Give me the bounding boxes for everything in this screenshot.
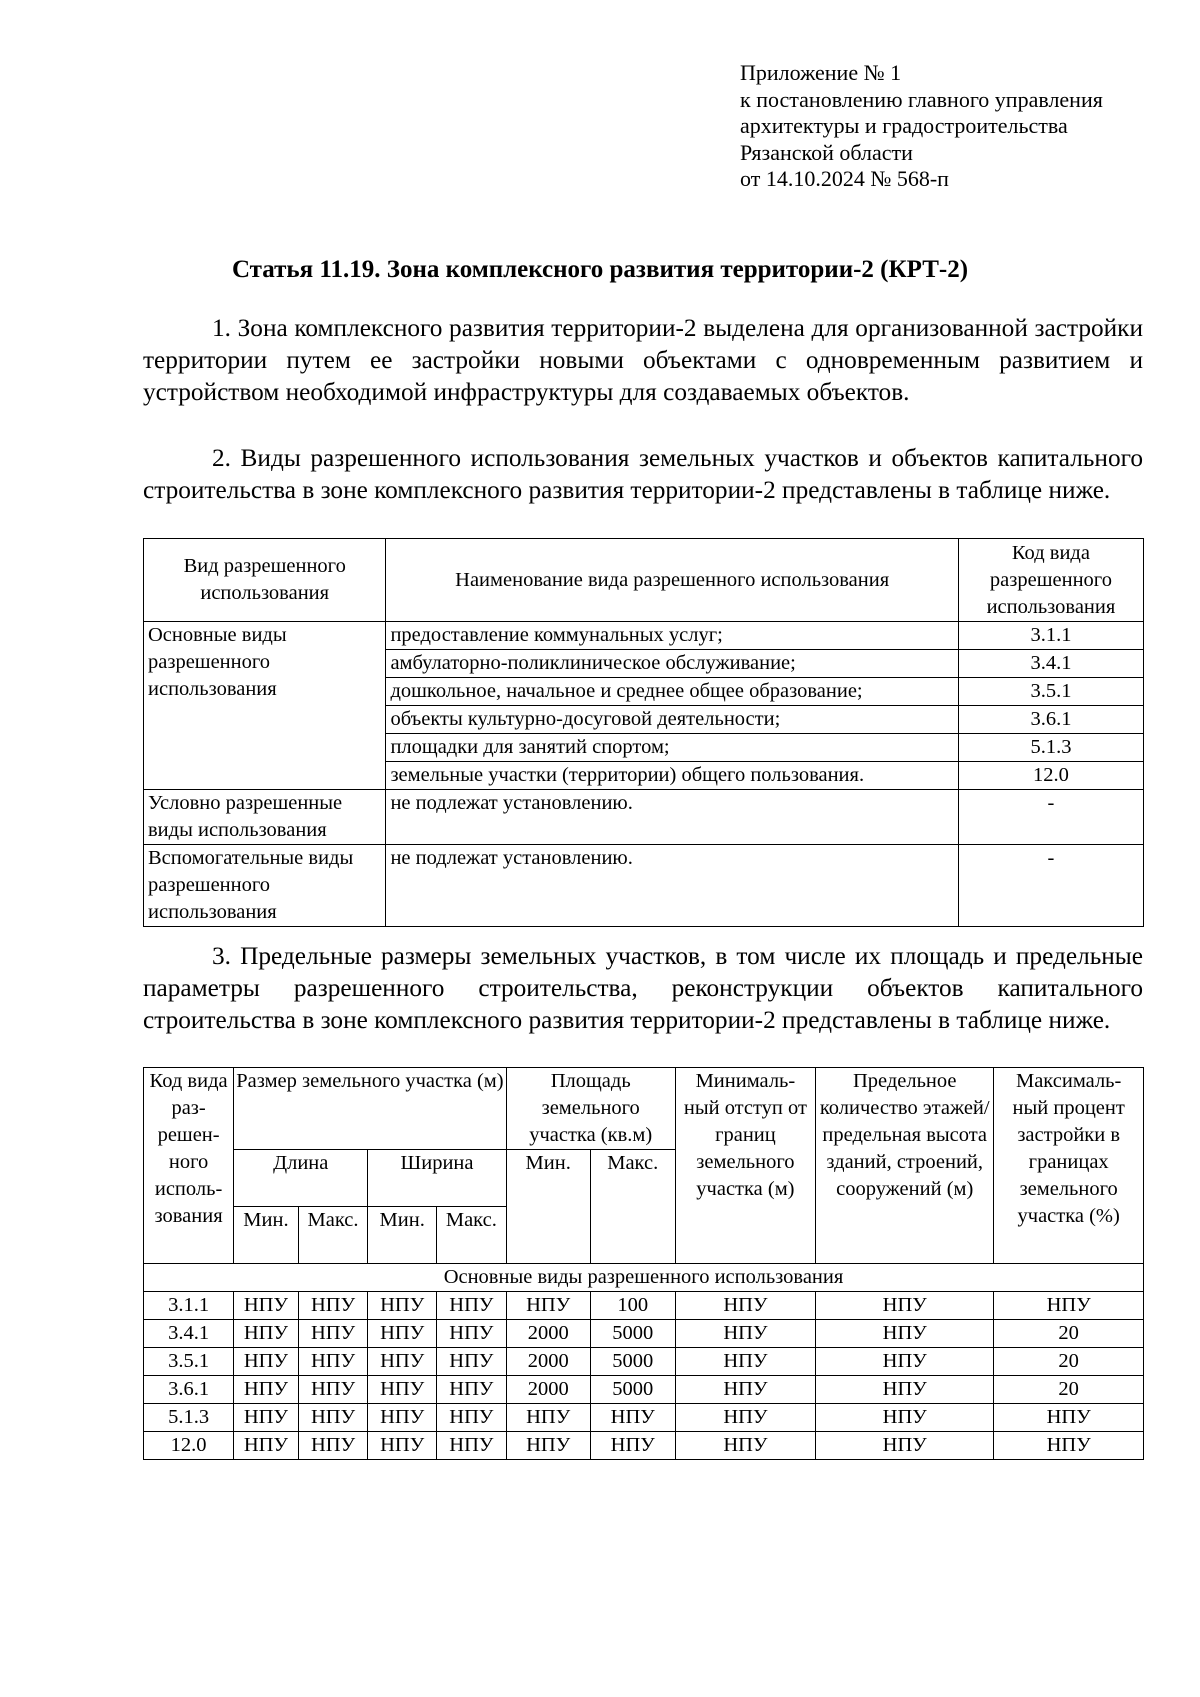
header-width: Ширина (368, 1150, 506, 1207)
table-cell: НПУ (590, 1404, 675, 1432)
table-cell: НПУ (298, 1376, 368, 1404)
table-cell: НПУ (368, 1432, 437, 1460)
table-cell: 5000 (590, 1348, 675, 1376)
use-name-cell: амбулаторно-поликлиническое обслуживание; (386, 650, 958, 678)
use-name-cell: предоставление коммунальных услуг; (386, 622, 958, 650)
parameters-table (143, 1067, 1144, 1460)
table-cell: НПУ (506, 1292, 590, 1320)
table-cell: НПУ (675, 1320, 815, 1348)
table-row (144, 1292, 1144, 1320)
use-code-cell: 3.1.1 (958, 622, 1143, 650)
table-cell: НПУ (675, 1404, 815, 1432)
header-use-name: Наименование вида разрешенного использования (386, 539, 958, 622)
header-area-max: Макс. (590, 1150, 675, 1264)
table-row (144, 1320, 1144, 1348)
use-code-cell: 3.6.1 (958, 706, 1143, 734)
table-cell: НПУ (994, 1292, 1144, 1320)
table-cell: НПУ (437, 1292, 507, 1320)
table-cell: НПУ (816, 1348, 994, 1376)
use-name-cell: площадки для занятий спортом; (386, 734, 958, 762)
header-size: Размер земельного участка (м) (234, 1068, 507, 1150)
section-title: Основные виды разрешенного использования (144, 1264, 1144, 1292)
table-cell: НПУ (298, 1404, 368, 1432)
table-cell: НПУ (816, 1376, 994, 1404)
table-cell: 5000 (590, 1376, 675, 1404)
table-header-row (144, 539, 1144, 622)
use-name-cell: не подлежат установлению. (386, 845, 958, 927)
header-length-max: Макс. (298, 1207, 368, 1264)
paragraph-text: 3. Предельные размеры земельных участков, в том числе их площадь и предельные параметры разрешенного строительства, реконструкции объектов капитального строительства в зоне комплексного развития территории-2 представлены в таблице ниже. (143, 942, 1143, 1034)
table-cell: 100 (590, 1292, 675, 1320)
table-cell: НПУ (437, 1320, 507, 1348)
table-cell: НПУ (234, 1404, 299, 1432)
table-cell: 20 (994, 1320, 1144, 1348)
table-cell: НПУ (298, 1432, 368, 1460)
appendix-line: от 14.10.2024 № 568-п (740, 166, 949, 191)
table-cell: НПУ (675, 1432, 815, 1460)
table-cell: НПУ (506, 1432, 590, 1460)
table-cell: НПУ (994, 1404, 1144, 1432)
table-cell: 2000 (506, 1348, 590, 1376)
table-cell: 3.5.1 (144, 1348, 234, 1376)
table-cell: НПУ (816, 1404, 994, 1432)
group-type-cell: Условно разрешенные виды использования (144, 790, 386, 845)
appendix-line: Приложение № 1 (740, 60, 902, 85)
use-name-cell: объекты культурно-досуговой деятельности; (386, 706, 958, 734)
table-row (144, 790, 1144, 845)
table-cell: НПУ (816, 1292, 994, 1320)
table-cell: НПУ (234, 1432, 299, 1460)
header-area: Площадь земельного участка (кв.м) (506, 1068, 675, 1150)
table-cell: НПУ (234, 1292, 299, 1320)
appendix-block (740, 60, 1103, 193)
header-use-type: Вид разрешенного использования (144, 539, 386, 622)
use-name-cell: не подлежат установлению. (386, 790, 958, 845)
header-area-min: Мин. (506, 1150, 590, 1264)
table-header-row (144, 1068, 1144, 1150)
header-code: Код вида раз- решен- ного исполь- зования (144, 1068, 234, 1264)
appendix-line: к постановлению главного управления (740, 86, 1103, 112)
header-length-min: Мин. (234, 1207, 299, 1264)
table-cell: 20 (994, 1348, 1144, 1376)
table-cell: НПУ (298, 1348, 368, 1376)
table-row (144, 845, 1144, 927)
use-code-cell: 12.0 (958, 762, 1143, 790)
use-code-cell: - (958, 790, 1143, 845)
table-cell: 5000 (590, 1320, 675, 1348)
paragraph-1 (143, 312, 1143, 408)
table-cell: 2000 (506, 1376, 590, 1404)
header-length: Длина (234, 1150, 368, 1207)
header-percent: Максималь- ный процент застройки в границах земельного участка (%) (994, 1068, 1144, 1264)
table-cell: 3.4.1 (144, 1320, 234, 1348)
table-cell: НПУ (675, 1376, 815, 1404)
paragraph-text: 1. Зона комплексного развития территории-2 выделена для организованной застройки территории путем ее застройки новыми объектами с одновременным развитием и устройством необходимой инфраструктуры для создаваемых объектов. (143, 314, 1143, 406)
table-cell: НПУ (437, 1376, 507, 1404)
use-code-cell: 5.1.3 (958, 734, 1143, 762)
table-cell: НПУ (368, 1404, 437, 1432)
table-cell: 12.0 (144, 1432, 234, 1460)
use-name-cell: земельные участки (территории) общего пользования. (386, 762, 958, 790)
paragraph-text: 2. Виды разрешенного использования земельных участков и объектов капитального строительства в зоне комплексного развития территории-2 представлены в таблице ниже. (143, 444, 1143, 504)
table-row (144, 1376, 1144, 1404)
header-width-max: Макс. (437, 1207, 507, 1264)
section-row (144, 1264, 1144, 1292)
header-use-code: Код вида разрешенного использования (958, 539, 1143, 622)
header-width-min: Мин. (368, 1207, 437, 1264)
article-title: Статья 11.19. Зона комплексного развития территории-2 (КРТ-2) (231, 256, 969, 283)
table-cell: НПУ (298, 1292, 368, 1320)
table-cell: 2000 (506, 1320, 590, 1348)
appendix-line: Рязанской области (740, 139, 913, 165)
group-type-cell: Вспомогательные виды разрешенного использования (144, 845, 386, 927)
table-cell: НПУ (675, 1348, 815, 1376)
table-cell: НПУ (368, 1348, 437, 1376)
permitted-use-table (143, 538, 1144, 927)
table-cell: НПУ (506, 1404, 590, 1432)
table-cell: НПУ (675, 1292, 815, 1320)
use-name-cell: дошкольное, начальное и среднее общее образование; (386, 678, 958, 706)
table-cell: НПУ (368, 1292, 437, 1320)
table-row (144, 1404, 1144, 1432)
table-cell: НПУ (234, 1348, 299, 1376)
table-cell: 20 (994, 1376, 1144, 1404)
table-cell: НПУ (234, 1320, 299, 1348)
paragraph-3 (143, 940, 1143, 1036)
use-code-cell: - (958, 845, 1143, 927)
appendix-line: архитектуры и градостроительства (740, 113, 1068, 138)
table-cell: НПУ (368, 1320, 437, 1348)
table-cell: НПУ (437, 1348, 507, 1376)
table-cell: НПУ (368, 1376, 437, 1404)
paragraph-2 (143, 442, 1143, 506)
group-type-cell: Основные виды разрешенного использования (144, 622, 386, 790)
table-cell: НПУ (590, 1432, 675, 1460)
table-cell: НПУ (437, 1404, 507, 1432)
table-cell: 3.6.1 (144, 1376, 234, 1404)
table-cell: 5.1.3 (144, 1404, 234, 1432)
table-row (144, 622, 1144, 650)
table-cell: НПУ (816, 1320, 994, 1348)
table-cell: НПУ (816, 1432, 994, 1460)
table-cell: 3.1.1 (144, 1292, 234, 1320)
table-row (144, 1348, 1144, 1376)
table-cell: НПУ (994, 1432, 1144, 1460)
table-row (144, 1432, 1144, 1460)
table-cell: НПУ (437, 1432, 507, 1460)
header-floors: Предельное количество этажей/ предельная высота зданий, строений, сооружений (м) (816, 1068, 994, 1264)
table-cell: НПУ (298, 1320, 368, 1348)
table-cell: НПУ (234, 1376, 299, 1404)
use-code-cell: 3.4.1 (958, 650, 1143, 678)
use-code-cell: 3.5.1 (958, 678, 1143, 706)
header-setback: Минималь- ный отступ от границ земельного участка (м) (675, 1068, 815, 1264)
